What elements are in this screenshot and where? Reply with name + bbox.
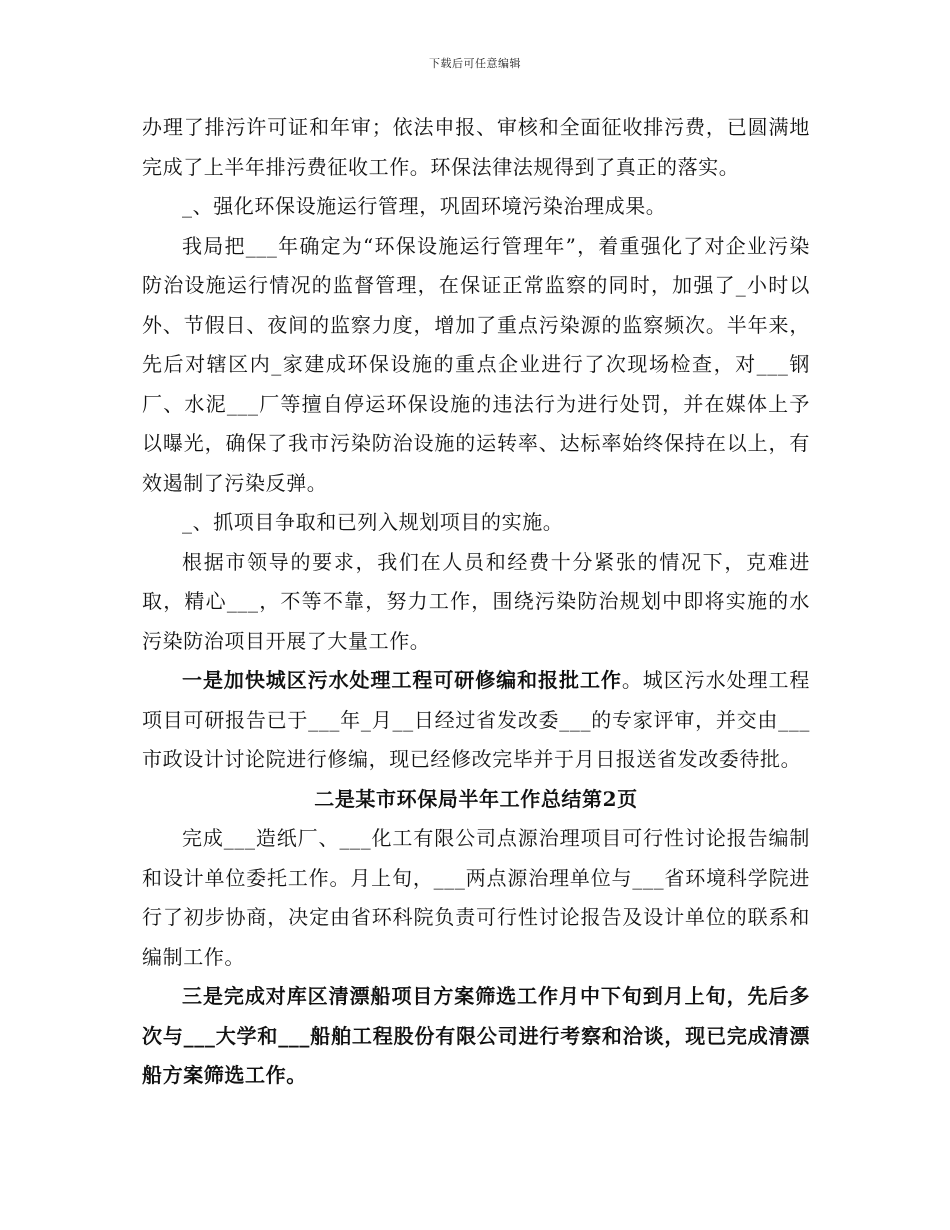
paragraph-permits: 办理了排污许可证和年审；依法申报、审核和全面征收排污费，已圆满地完成了上半年排污费征收工作。环保法律法规得到了真正的落实。 <box>142 115 810 179</box>
paragraph-facility-management: 我局把___年确定为“环保设施运行管理年”，着重强化了对企业污染防治设施运行情况的监督管理，在保证正常监察的同时，加强了_小时以外、节假日、夜间的监察力度，增加了重点污染源的监察频次。半年来，先后对辖区内_家建成环保设施的重点企业进行了次现场检查，对___钢厂、水泥___厂等擅自停运环保设施的违法行为进行处罚，并在媒体上予以曝光，确保了我市污染防治设施的运转率、达标率始终保持在以上，有效遏制了污染反弹。 <box>142 233 810 495</box>
paragraph-body-text: 。城区污水处理工程项目可研报告已于___年_月__日经过省发改委___的专家评审，并交由___市政设计讨论院进行修编，现已经修改完毕并于月日报送省发改委待批。 <box>142 668 810 771</box>
section-heading-projects: _、抓项目争取和已列入规划项目的实施。 <box>182 510 564 534</box>
paragraph-point-source: 完成___造纸厂、___化工有限公司点源治理项目可行性讨论报告编制和设计单位委托工作。月上旬，___两点源治理单位与___省环境科学院进行了初步协商，决定由省环科院负责可行性讨论报告及设计单位的联系和编制工作。 <box>142 826 810 969</box>
section-heading-facility-management: _、强化环保设施运行管理，巩固环境污染治理成果。 <box>182 194 667 218</box>
paragraph-cleanup-boat: 三是完成对库区清漂船项目方案筛选工作月中下旬到月上旬，先后多次与___大学和___船舶工程股份有限公司进行考察和洽谈，现已完成清漂船方案筛选工作。 <box>142 984 810 1087</box>
paragraph-bold-lead: 一是加快城区污水处理工程可研修编和报批工作 <box>182 668 622 692</box>
paragraph-projects: 根据市领导的要求，我们在人员和经费十分紧张的情况下，克难进取，精心___，不等不靠，努力工作，围绕污染防治规划中即将实施的水污染防治项目开展了大量工作。 <box>142 549 810 653</box>
paragraph-sewage-project <box>142 661 810 780</box>
page-heading: 二是某市环保局半年工作总结第2页 <box>314 786 638 811</box>
page-header-note: 下载后可任意编辑 <box>429 57 521 70</box>
document-body <box>142 108 810 1096</box>
